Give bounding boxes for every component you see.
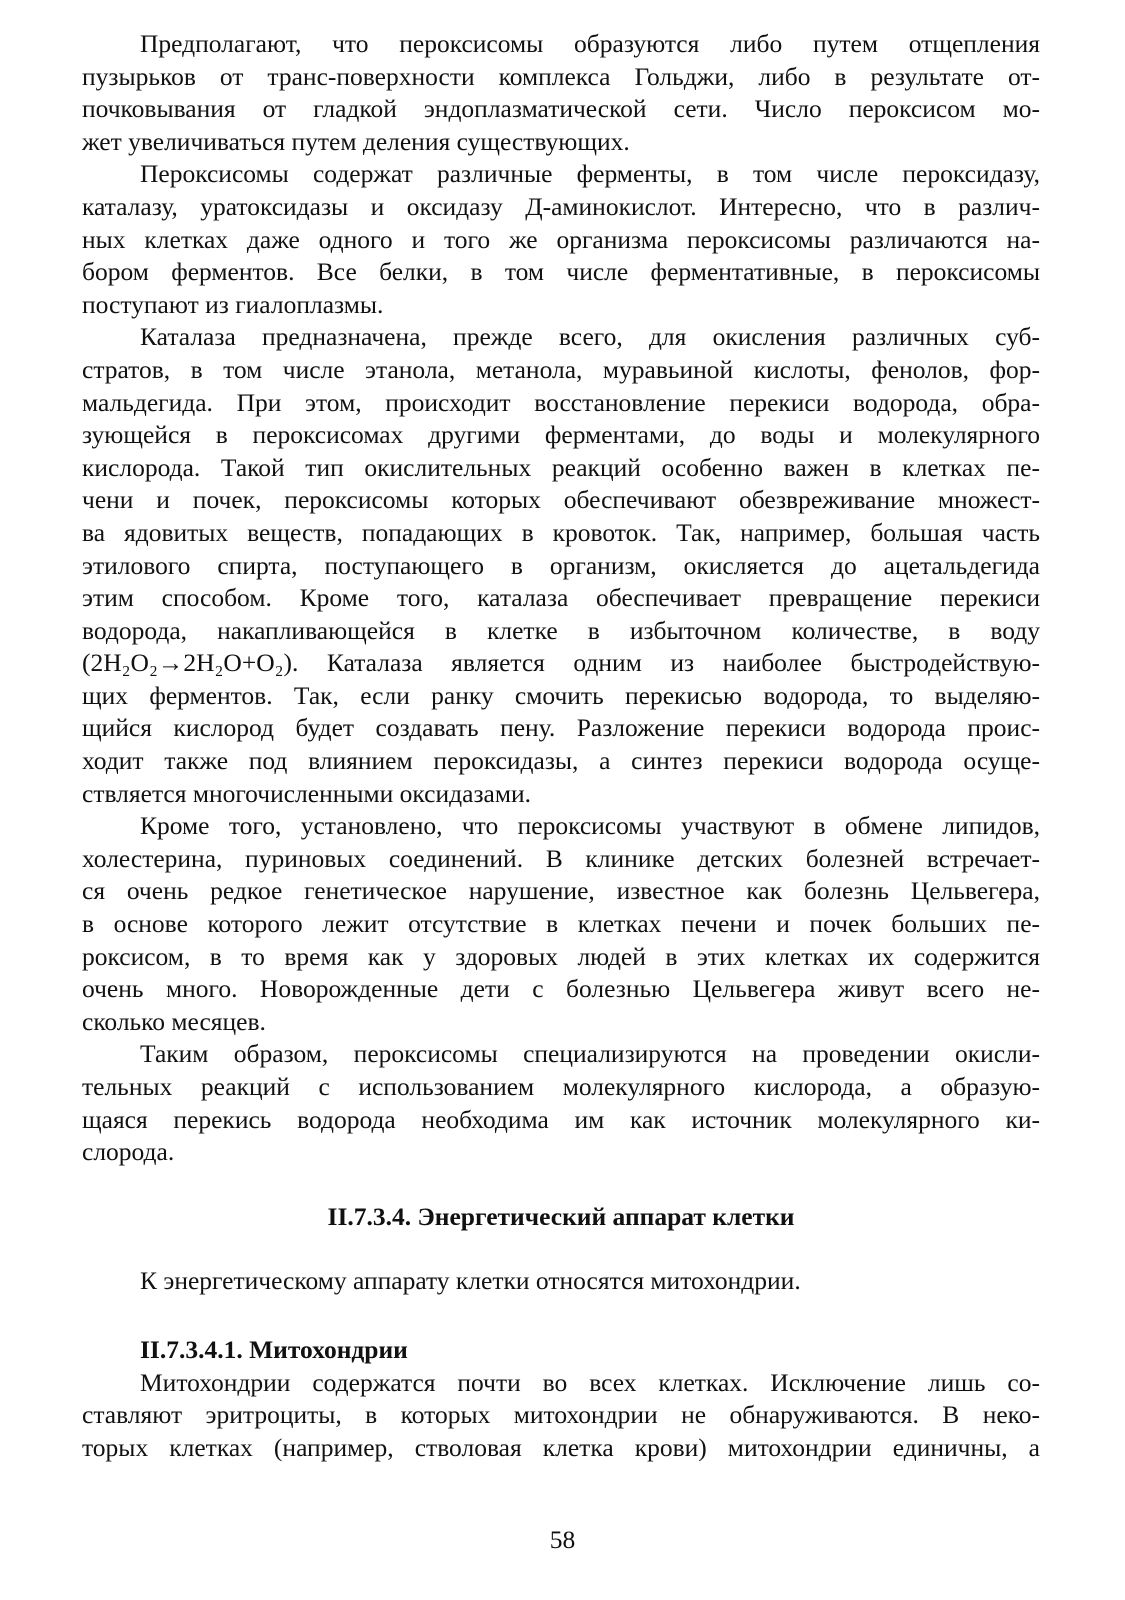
text-line: каталазу, уратоксидазы и оксидазу Д-аминокислот. Интересно, что в различ- (82, 191, 1040, 221)
text-line: Митохондрии содержатся почти во всех клетках. Исключение лишь со- (140, 1367, 1040, 1397)
text-line: пузырьков от транс-поверхности комплекса Гольджи, либо в результате от- (82, 61, 1040, 91)
text-line: сколько месяцев. (82, 1006, 266, 1036)
text-line: щаяся перекись водорода необходима им как источник молекулярного ки- (82, 1104, 1040, 1134)
paragraph (82, 158, 1040, 321)
paragraph (82, 321, 1040, 810)
text-line: щих ферментов. Так, если ранку смочить перекисью водорода, то выделяю- (82, 680, 1040, 710)
text-line: водорода, накапливающейся в клетке в избыточном количестве, в воду (82, 615, 1040, 645)
text-line: жет увеличиваться путем деления существующих. (82, 126, 630, 156)
text-line: ва ядовитых веществ, попадающих в кровоток. Так, например, большая часть (82, 517, 1040, 547)
subsection-paragraph (82, 1367, 1040, 1465)
text-line: чени и почек, пероксисомы которых обеспечивают обезвреживание множест- (82, 485, 1040, 515)
section-intro: К энергетическому аппарату клетки относятся митохондрии. (140, 1266, 801, 1296)
text-line: (2H₂O₂→2H₂O+O₂). Каталаза является одним из наиболее быстродействую- (82, 648, 1040, 678)
paragraph (82, 28, 1040, 158)
text-line: холестерина, пуриновых соединений. В клинике детских болезней встречает- (82, 843, 1040, 873)
text-line: кислорода. Такой тип окислительных реакций особенно важен в клетках пе- (82, 452, 1040, 482)
text-line: зующейся в пероксисомах другими ферментами, до воды и молекулярного (82, 420, 1040, 450)
text-line: мальдегида. При этом, происходит восстановление перекиси водорода, обра- (82, 387, 1040, 417)
text-line: стратов, в том числе этанола, метанола, муравьиной кислоты, фенолов, фор- (82, 354, 1040, 384)
text-line: ствляется многочисленными оксидазами. (82, 778, 531, 808)
text-line: Пероксисомы содержат различные ферменты, в том числе пероксидазу, (140, 159, 1040, 189)
text-line: ся очень редкое генетическое нарушение, известное как болезнь Цельвегера, (82, 876, 1040, 906)
text-line: в основе которого лежит отсутствие в клетках печени и почек больших пе- (82, 909, 1040, 939)
page-body (82, 28, 1040, 1464)
text-line: слорода. (82, 1137, 175, 1167)
page-number: 58 (549, 1525, 576, 1554)
text-line: Предполагают, что пероксисомы образуются либо путем отщепления (140, 29, 1040, 58)
text-line: Таким образом, пероксисомы специализируются на проведении окисли- (140, 1039, 1040, 1069)
text-line: этилового спирта, поступающего в организм, окисляется до ацетальдегида (82, 550, 1040, 580)
paragraph (82, 810, 1040, 1038)
text-line: Каталаза предназначена, прежде всего, для окисления различных суб- (140, 322, 1040, 352)
text-line: очень много. Новорожденные дети с болезнью Цельвегера живут всего не- (82, 974, 1040, 1004)
paragraph (82, 1038, 1040, 1168)
text-line: тельных реакций с использованием молекулярного кислорода, а образую- (82, 1072, 1040, 1101)
text-line: щийся кислород будет создавать пену. Разложение перекиси водорода проис- (82, 713, 1040, 743)
section-heading: II.7.3.4. Энергетический аппарат клетки (327, 1201, 795, 1231)
text-line: Кроме того, установлено, что пероксисомы участвуют в обмене липидов, (140, 811, 1040, 841)
text-line: этим способом. Кроме того, каталаза обеспечивает превращение перекиси (82, 583, 1040, 613)
text-line: ставляют эритроциты, в которых митохондрии не обнаруживаются. В неко- (82, 1400, 1040, 1430)
text-line: поступают из гиалоплазмы. (82, 289, 384, 319)
paragraph-group (82, 28, 1040, 1169)
text-line: почковывания от гладкой эндоплазматической сети. Число пероксисом мо- (82, 94, 1040, 124)
subsection-heading: II.7.3.4.1. Митохондрии (140, 1334, 408, 1364)
text-line: бором ферментов. Все белки, в том числе ферментативные, в пероксисомы (82, 257, 1040, 287)
text-line: ных клетках даже одного и того же организма пероксисомы различаются на- (82, 224, 1040, 254)
text-line: роксисом, в то время как у здоровых людей в этих клетках их содержится (82, 941, 1040, 971)
text-line: торых клетках (например, стволовая клетка крови) митохондрии единичны, а (82, 1432, 1040, 1462)
text-line: ходит также под влиянием пероксидазы, а синтез перекиси водорода осуще- (82, 746, 1040, 776)
